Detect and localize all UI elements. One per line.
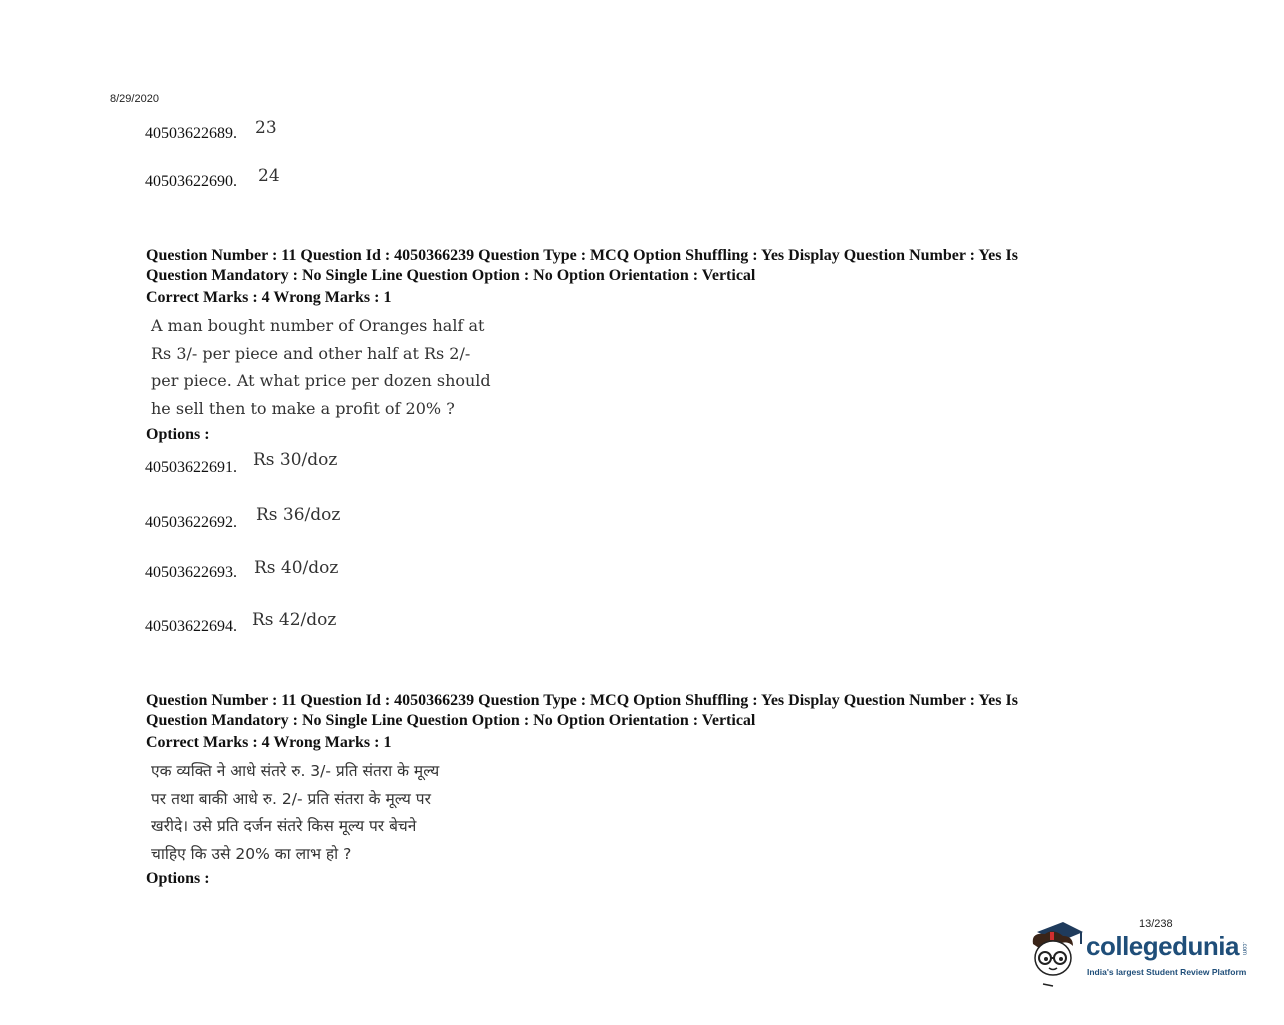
option-id: 40503622690.	[145, 173, 237, 190]
marks-line: Correct Marks : 4 Wrong Marks : 1	[146, 734, 392, 751]
question-text-line: खरीदे। उसे प्रति दर्जन संतरे किस मूल्य पर बेचने	[151, 817, 417, 835]
options-label: Options :	[146, 426, 210, 443]
option-value: Rs 30/doz	[253, 450, 338, 470]
question-meta-line: Question Mandatory : No Single Line Question Option : No Option Orientation : Vertical	[146, 712, 756, 729]
question-text-line: पर तथा बाकी आधे रु. 2/- प्रति संतरा के मूल्य पर	[151, 789, 431, 808]
question-text-line: A man bought number of Oranges half at	[151, 316, 485, 335]
page-number: 13/238	[1139, 918, 1173, 930]
question-meta-line: Question Mandatory : No Single Line Question Option : No Option Orientation : Vertical	[146, 267, 756, 284]
option-value: 24	[258, 166, 280, 186]
question-text	[151, 312, 496, 422]
question-text-line: Rs 3/- per piece and other half at Rs 2/-	[151, 343, 471, 363]
question-meta	[146, 246, 1146, 286]
mascot-icon	[1023, 918, 1087, 988]
option-value: Rs 42/doz	[252, 610, 337, 630]
question-text-line: चाहिए कि उसे 20% का लाभ हो ?	[151, 844, 352, 863]
logo-tagline: India's largest Student Review Platform	[1087, 967, 1247, 977]
logo-wordmark: collegedunia	[1086, 931, 1239, 961]
options-label: Options :	[146, 870, 210, 887]
print-date: 8/29/2020	[110, 93, 159, 105]
question-meta-line: Question Number : 11 Question Id : 4050366239 Question Type : MCQ Option Shuffling : Yes Display Question Number : Yes Is	[146, 247, 1018, 264]
option-id: 40503622693.	[145, 564, 237, 581]
option-row	[145, 125, 237, 143]
marks-line: Correct Marks : 4 Wrong Marks : 1	[146, 289, 392, 306]
logo-domain: .com	[1241, 942, 1247, 956]
question-meta	[146, 691, 1146, 731]
option-value: Rs 36/doz	[256, 505, 341, 525]
option-id: 40503622694.	[145, 618, 237, 635]
question-text-line: एक व्यक्ति ने आधे संतरे रु. 3/- प्रति संतरा के मूल्य	[151, 762, 440, 780]
option-id: 40503622691.	[145, 459, 237, 476]
question-text-line: he sell then to make a profit of 20% ?	[151, 398, 455, 418]
question-text-line: per piece. At what price per dozen should	[151, 371, 491, 390]
option-id: 40503622689.	[145, 125, 237, 142]
question-meta-line: Question Number : 11 Question Id : 4050366239 Question Type : MCQ Option Shuffling : Yes Display Question Number : Yes Is	[146, 692, 1018, 709]
option-id: 40503622692.	[145, 514, 237, 531]
option-value: Rs 40/doz	[254, 558, 339, 578]
question-text-hindi	[151, 758, 496, 868]
option-row	[145, 173, 237, 191]
option-value: 23	[255, 118, 277, 138]
